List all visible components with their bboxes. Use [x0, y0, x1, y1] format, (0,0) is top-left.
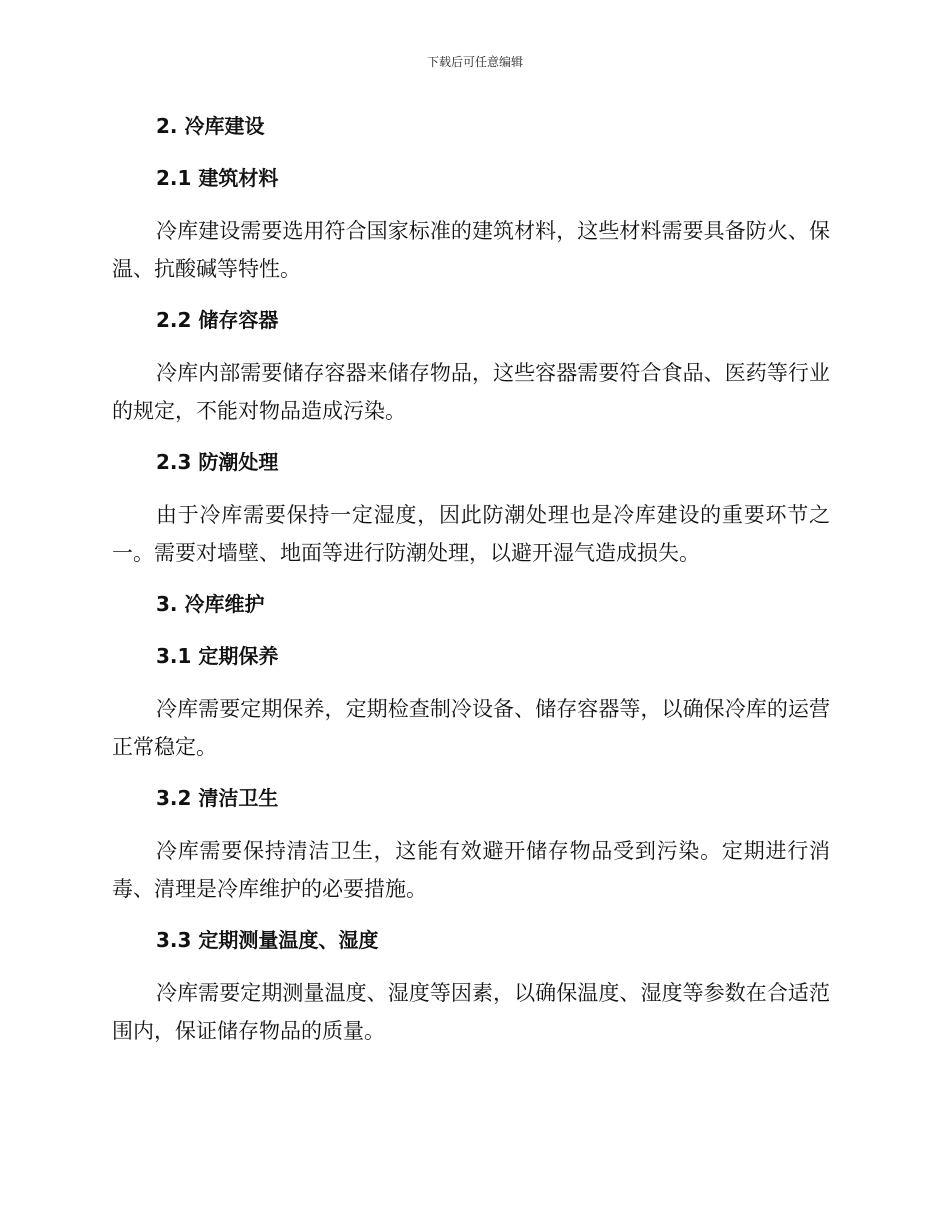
subsection-heading-cleaning-hygiene: 3.2 清洁卫生	[156, 786, 279, 810]
paragraph-temperature-humidity: 冷库需要定期测量温度、湿度等因素，以确保温度、湿度等参数在合适范围内，保证储存物品的质量。	[112, 981, 830, 1043]
section-heading-cold-storage-maintenance: 3. 冷库维护	[156, 592, 265, 616]
paragraph-regular-maintenance: 冷库需要定期保养，定期检查制冷设备、储存容器等，以确保冷库的运营正常稳定。	[112, 697, 830, 759]
paragraph-storage-containers: 冷库内部需要储存容器来储存物品，这些容器需要符合食品、医药等行业的规定，不能对物品造成污染。	[112, 361, 830, 423]
subsection-heading-temperature-humidity: 3.3 定期测量温度、湿度	[156, 928, 379, 952]
subsection-heading-moisture-proofing: 2.3 防潮处理	[156, 450, 279, 474]
subsection-heading-regular-maintenance: 3.1 定期保养	[156, 644, 279, 668]
subsection-heading-storage-containers: 2.2 储存容器	[156, 308, 279, 332]
paragraph-cleaning-hygiene: 冷库需要保持清洁卫生，这能有效避开储存物品受到污染。定期进行消毒、清理是冷库维护的必要措施。	[112, 839, 830, 901]
paragraph-building-materials: 冷库建设需要选用符合国家标准的建筑材料，这些材料需要具备防火、保温、抗酸碱等特性。	[112, 219, 830, 281]
page-header: 下载后可任意编辑	[426, 55, 523, 69]
subsection-heading-building-materials: 2.1 建筑材料	[156, 166, 279, 190]
paragraph-moisture-proofing: 由于冷库需要保持一定湿度，因此防潮处理也是冷库建设的重要环节之一。需要对墙壁、地面等进行防潮处理，以避开湿气造成损失。	[112, 503, 830, 565]
section-heading-cold-storage-construction: 2. 冷库建设	[156, 114, 265, 138]
document-body	[112, 108, 830, 1064]
